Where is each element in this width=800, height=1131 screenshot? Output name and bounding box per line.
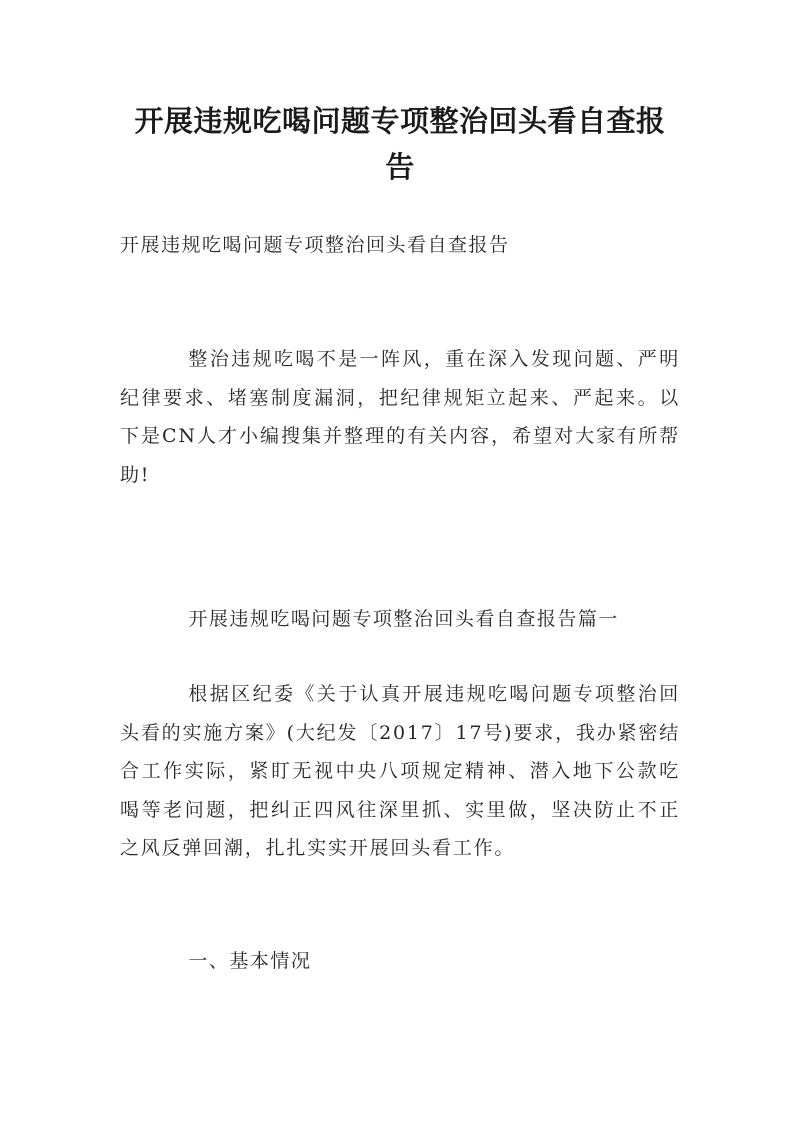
intro-paragraph: 整治违规吃喝不是一阵风，重在深入发现问题、严明纪律要求、堵塞制度漏洞，把纪律规矩立起来、严起来。以下是CN人才小编搜集并整理的有关内容，希望对大家有所帮助! — [120, 348, 680, 486]
section-title: 开展违规吃喝问题专项整治回头看自查报告篇一 — [188, 608, 619, 630]
heading-basic-situation: 一、基本情况 — [188, 950, 312, 972]
section-paragraph: 根据区纪委《关于认真开展违规吃喝问题专项整治回头看的实施方案》(大纪发〔2017〕17号)要求，我办紧密结合工作实际，紧盯无视中央八项规定精神、潜入地下公款吃喝等老问题，把纠正四风往深里抓、实里做，坚决防止不正之风反弹回潮，扎扎实实开展回头看工作。 — [120, 683, 680, 859]
document-title: 开展违规吃喝问题专项整治回头看自查报告 — [134, 104, 666, 184]
document-subtitle: 开展违规吃喝问题专项整治回头看自查报告 — [120, 234, 510, 256]
